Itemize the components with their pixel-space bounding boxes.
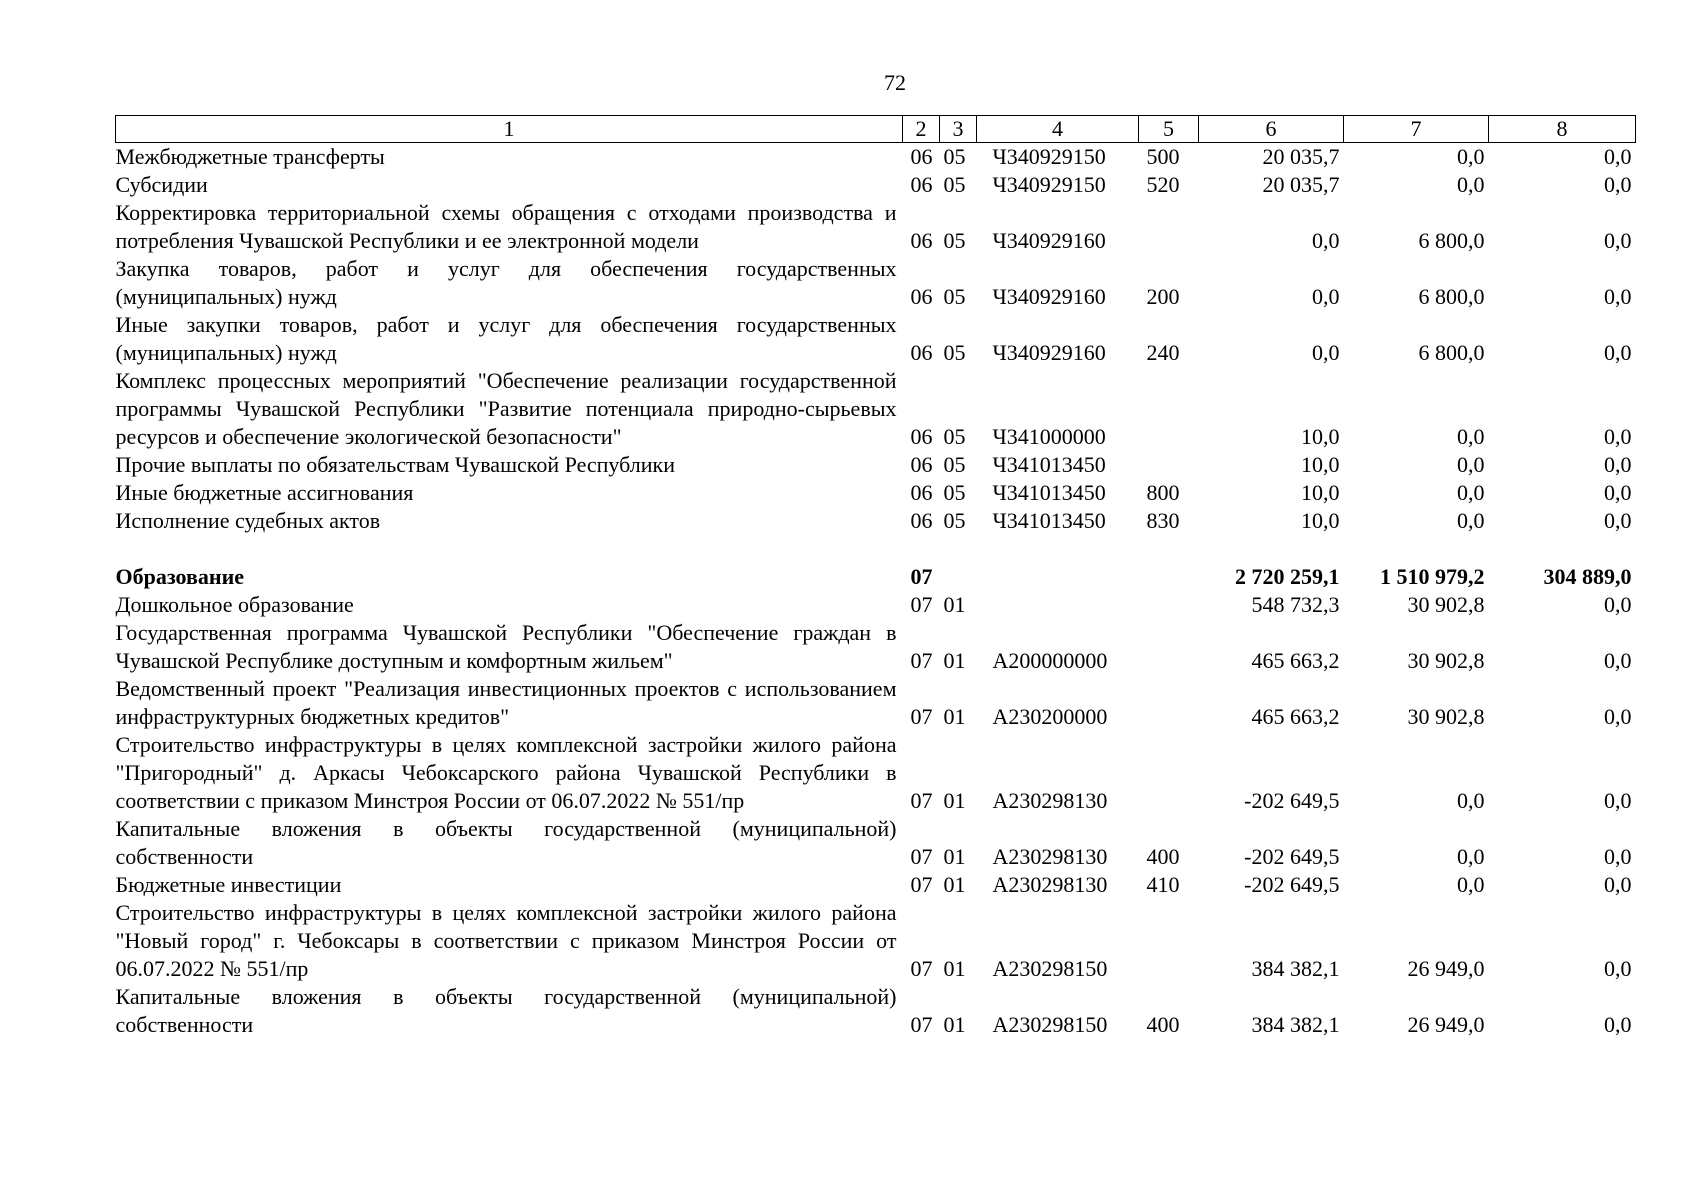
row-section-code: 06 [910,228,933,253]
row-section-code: 07 [910,788,933,813]
row-amount-col-6: 548 732,3 [1251,592,1340,617]
table-row [116,451,1636,479]
row-target-item-code: Ч341013450 [992,452,1106,477]
budget-table [115,115,1636,1039]
row-expense-type-code: 400 [1146,1012,1180,1037]
row-amount-col-7: 6 800,0 [1418,284,1485,309]
row-target-item-code: А230298130 [992,844,1108,869]
row-section-code: 06 [910,284,933,309]
row-section-code: 06 [910,508,933,533]
row-amount-col-7: 0,0 [1457,424,1485,449]
row-target-item-code: А230298130 [992,788,1108,813]
row-amount-col-8: 0,0 [1604,480,1632,505]
table-row [116,731,1636,815]
row-expense-type-code: 500 [1146,144,1180,169]
row-section-code: 07 [910,1012,933,1037]
row-section-code: 07 [910,872,933,897]
row-expense-type-code [1139,451,1199,479]
row-amount-col-6: 20 035,7 [1262,172,1340,197]
row-target-item-code: Ч341000000 [992,424,1106,449]
table-row [116,591,1636,619]
row-target-item-code: А230298150 [992,1012,1108,1037]
row-name-cell: Комплекс процессных мероприятий "Обеспечение реализации государственной программы Чувашской Республики "Развитие потенциала природно-сырьевых ресурсов и обеспечение экологической безопасности" [115,368,897,449]
row-amount-col-8: 0,0 [1604,788,1632,813]
row-expense-type-code: 800 [1146,480,1180,505]
row-amount-col-8: 0,0 [1604,144,1632,169]
row-amount-col-8: 0,0 [1604,228,1632,253]
row-amount-col-7: 6 800,0 [1418,340,1485,365]
row-amount-col-7: 30 902,8 [1407,704,1485,729]
row-section-code: 07 [910,592,933,617]
row-name-cell: Иные закупки товаров, работ и услуг для обеспечения государственных (муниципальных) нужд [115,312,897,365]
row-amount-col-6: 10,0 [1301,508,1340,533]
row-expense-type-code [1139,731,1199,815]
header-row [116,116,1636,143]
row-section-code: 07 [910,704,933,729]
header-col-2: 2 [903,116,940,143]
row-subsection-code: 01 [943,844,966,869]
spacer-cell [116,535,1636,563]
row-subsection-code: 05 [943,228,966,253]
budget-table-container [115,115,1635,1039]
row-amount-col-6: -202 649,5 [1244,872,1340,897]
row-subsection-code: 01 [943,788,966,813]
header-col-3: 3 [940,116,977,143]
row-section-code: 06 [910,144,933,169]
row-section-code: 06 [910,340,933,365]
row-section-code: 06 [910,172,933,197]
header-col-8: 8 [1489,116,1636,143]
row-subsection-code: 05 [943,144,966,169]
table-row [116,675,1636,731]
table-spacer-row [116,535,1636,563]
row-amount-col-7: 0,0 [1457,144,1485,169]
row-amount-col-6: 0,0 [1312,284,1340,309]
row-target-item-code [977,591,1139,619]
table-row [116,619,1636,675]
row-subsection-code: 05 [943,284,966,309]
row-name-cell: Прочие выплаты по обязательствам Чувашской Республики [115,452,675,477]
row-name-cell: Капитальные вложения в объекты государственной (муниципальной) собственности [115,984,897,1037]
table-row [116,255,1636,311]
row-subsection-code: 01 [943,956,966,981]
row-amount-col-7: 0,0 [1457,508,1485,533]
row-subsection-code: 05 [943,424,966,449]
row-subsection-code: 05 [943,508,966,533]
row-subsection-code: 01 [943,592,966,617]
row-expense-type-code: 200 [1146,284,1180,309]
row-target-item-code: А230200000 [992,704,1108,729]
row-expense-type-code [1139,619,1199,675]
row-amount-col-7: 0,0 [1457,844,1485,869]
header-col-6: 6 [1199,116,1344,143]
row-amount-col-8: 0,0 [1604,844,1632,869]
row-name-cell: Субсидии [115,172,208,197]
row-subsection-code: 01 [943,648,966,673]
row-amount-col-8: 0,0 [1604,284,1632,309]
row-amount-col-7: 30 902,8 [1407,648,1485,673]
row-amount-col-7: 0,0 [1457,788,1485,813]
table-header [116,116,1636,143]
row-target-item-code: Ч340929160 [992,340,1106,365]
row-name-cell: Исполнение судебных актов [115,508,381,533]
row-amount-col-6: 20 035,7 [1262,144,1340,169]
row-expense-type-code [1139,899,1199,983]
row-amount-col-8: 0,0 [1604,872,1632,897]
row-amount-col-6: 384 382,1 [1251,1012,1340,1037]
row-expense-type-code [1139,563,1199,591]
row-name-cell: Строительство инфраструктуры в целях комплексной застройки жилого района "Новый город" г. Чебоксары в соответствии с приказом Минстроя России от 06.07.2022 № 551/пр [115,900,897,981]
row-amount-col-7: 30 902,8 [1407,592,1485,617]
row-amount-col-8: 0,0 [1604,648,1632,673]
row-section-code: 06 [910,452,933,477]
row-amount-col-8: 0,0 [1604,452,1632,477]
table-row [116,479,1636,507]
row-amount-col-6: 465 663,2 [1251,704,1340,729]
row-amount-col-7: 0,0 [1457,480,1485,505]
row-section-code: 07 [910,956,933,981]
row-subsection-code: 05 [943,172,966,197]
row-amount-col-8: 0,0 [1604,592,1632,617]
table-body [116,143,1636,1040]
row-amount-col-6: -202 649,5 [1244,844,1340,869]
row-subsection-code: 01 [943,872,966,897]
row-expense-type-code: 240 [1146,340,1180,365]
row-target-item-code: А230298130 [992,872,1108,897]
row-expense-type-code [1139,367,1199,451]
table-row [116,507,1636,535]
row-expense-type-code [1139,199,1199,255]
page-number: 72 [884,70,906,95]
row-amount-col-7: 0,0 [1457,452,1485,477]
row-amount-col-8: 0,0 [1604,424,1632,449]
row-amount-col-8: 304 889,0 [1543,564,1632,589]
row-target-item-code: А200000000 [992,648,1108,673]
row-expense-type-code: 410 [1146,872,1180,897]
table-row [116,199,1636,255]
table-row [116,171,1636,199]
row-amount-col-6: 0,0 [1312,340,1340,365]
table-row [116,815,1636,871]
row-amount-col-8: 0,0 [1604,956,1632,981]
row-amount-col-7: 6 800,0 [1418,228,1485,253]
table-row [116,311,1636,367]
row-amount-col-6: 384 382,1 [1251,956,1340,981]
row-amount-col-6: -202 649,5 [1244,788,1340,813]
row-amount-col-7: 0,0 [1457,172,1485,197]
row-target-item-code: Ч340929160 [992,284,1106,309]
row-subsection-code: 01 [943,1012,966,1037]
row-target-item-code: Ч341013450 [992,480,1106,505]
header-col-1: 1 [116,116,903,143]
row-amount-col-8: 0,0 [1604,704,1632,729]
row-amount-col-8: 0,0 [1604,1012,1632,1037]
row-name-cell: Бюджетные инвестиции [115,872,342,897]
row-subsection-code: 05 [943,340,966,365]
row-amount-col-8: 0,0 [1604,508,1632,533]
row-target-item-code: Ч340929160 [992,228,1106,253]
row-subsection-code: 05 [943,480,966,505]
row-expense-type-code: 400 [1146,844,1180,869]
row-amount-col-7: 0,0 [1457,872,1485,897]
row-name-cell: Дошкольное образование [115,592,354,617]
row-expense-type-code: 830 [1146,508,1180,533]
row-expense-type-code [1139,675,1199,731]
row-amount-col-8: 0,0 [1604,340,1632,365]
row-amount-col-7: 26 949,0 [1407,1012,1485,1037]
table-row [116,871,1636,899]
row-name-cell: Корректировка территориальной схемы обращения с отходами производства и потребления Чувашской Республики и ее электронной модели [115,200,897,253]
row-amount-col-6: 2 720 259,1 [1235,564,1340,589]
row-section-code: 07 [910,648,933,673]
row-target-item-code: Ч340929150 [992,172,1106,197]
row-amount-col-8: 0,0 [1604,172,1632,197]
row-section-code: 07 [910,564,933,589]
row-section-code: 07 [910,844,933,869]
row-target-item-code: А230298150 [992,956,1108,981]
row-amount-col-7: 1 510 979,2 [1380,564,1485,589]
row-amount-col-6: 10,0 [1301,452,1340,477]
header-col-4: 4 [977,116,1139,143]
row-expense-type-code [1139,591,1199,619]
row-name-cell: Ведомственный проект "Реализация инвестиционных проектов с использованием инфраструктурных бюджетных кредитов" [115,676,897,729]
row-name-cell: Закупка товаров, работ и услуг для обеспечения государственных (муниципальных) нужд [115,256,897,309]
header-col-5: 5 [1139,116,1199,143]
row-subsection-code [940,563,977,591]
row-amount-col-7: 26 949,0 [1407,956,1485,981]
row-section-code: 06 [910,480,933,505]
row-name-cell: Государственная программа Чувашской Республики "Обеспечение граждан в Чувашской Республике доступным и комфортным жильем" [115,620,897,673]
row-subsection-code: 05 [943,452,966,477]
row-target-item-code: Ч341013450 [992,508,1106,533]
row-section-code: 06 [910,424,933,449]
table-row [116,143,1636,172]
row-name-cell: Иные бюджетные ассигнования [115,480,414,505]
table-row [116,983,1636,1039]
row-target-item-code: Ч340929150 [992,144,1106,169]
row-name-cell: Строительство инфраструктуры в целях комплексной застройки жилого района "Пригородный" д. Аркасы Чебоксарского района Чувашской Республики в соответствии с приказом Минстроя России от 06.07.2022 № 551/пр [115,732,897,813]
row-amount-col-6: 10,0 [1301,480,1340,505]
row-amount-col-6: 465 663,2 [1251,648,1340,673]
table-row [116,899,1636,983]
row-expense-type-code: 520 [1146,172,1180,197]
row-target-item-code [977,563,1139,591]
row-amount-col-6: 10,0 [1301,424,1340,449]
row-name-cell: Капитальные вложения в объекты государственной (муниципальной) собственности [115,816,897,869]
row-name-cell: Образование [115,564,245,589]
row-name-cell: Межбюджетные трансферты [115,144,385,169]
header-col-7: 7 [1344,116,1489,143]
row-subsection-code: 01 [943,704,966,729]
table-row [116,367,1636,451]
row-amount-col-6: 0,0 [1312,228,1340,253]
table-row [116,563,1636,591]
